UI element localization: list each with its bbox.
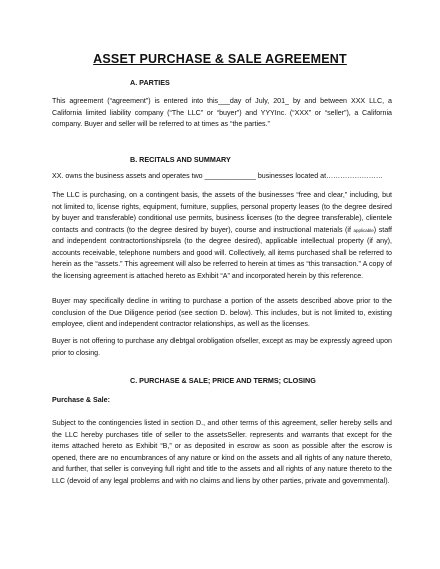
- section-b-heading: B. RECITALS AND SUMMARY: [130, 155, 231, 164]
- section-c-heading: C. PURCHASE & SALE; PRICE AND TERMS; CLOSING: [130, 376, 316, 385]
- section-b-paragraph-3: Buyer may specifically decline in writing to purchase a portion of the assets described above prior to the conclusion of the Due Diligence period (see section D. below). This includes, but is not limited to, existing employee, client and independent contractor relationships, as well as the licenses.: [52, 297, 392, 328]
- section-b-paragraph-2: [52, 190, 392, 282]
- section-a-heading: A. PARTIES: [130, 78, 170, 87]
- section-b-paragraph-4: Buyer is not offering to purchase any dlebtgal orobligation ofseller, except as may be expressly agreed upon prior to closing.: [52, 337, 392, 357]
- document-title: ASSET PURCHASE & SALE AGREEMENT: [93, 52, 347, 66]
- section-b-paragraph-2-part-2: ) staff and independent contractortionshipsrela (to the degree desired), applicable intellectual property (if any), accounts receivable, telephone numbers and good will. Collectively, all items purchased shall be referred to herein as the “assets.” This agreement will also be referred to herein at times as “this transaction.” A copy of the licensing agreement is attached hereto as Exhibit “A” and incorporated herein by this reference.: [52, 225, 392, 280]
- applicable-note: applicable: [353, 227, 374, 233]
- section-a-paragraph: This agreement (“agreement”) is entered into this___day of July, 201_ by and between XXX LLC, a California limited liability company (“The LLC” or “buyer”) and YYYInc. (“XXX” or “seller”), a California company. Buyer and seller will be referred to at times as “the parties.”: [52, 97, 392, 128]
- purchase-sale-label: Purchase & Sale:: [52, 396, 110, 404]
- section-b-paragraph-1: XX. owns the business assets and operates two _____________ businesses located at……………………: [52, 172, 383, 180]
- section-c-paragraph: Subject to the contingencies listed in section D., and other terms of this agreement, seller hereby sells and the LLC hereby purchases title of seller to the assetsSeller. represents and warrants that except for the items attached hereto as Exhibit “B,” or as deposited in escrow as soon as possible after the escrow is opened, there are no encumbrances of any nature or kind on the assets and all rights of any nature thereto, and further, that seller is conveying full right and title to the assets and all rights of any nature thereto to the LLC (devoid of any legal problems and with no claims and liens by other parties, private and governmental).: [52, 419, 392, 485]
- section-b-paragraph-2-part-1: The LLC is purchasing, on a contingent basis, the assets of the businesses “free and clear,” including, but not limited to, license rights, equipment, furniture, supplies, personal property leases (to the degree desired by buyer and transferable) conditional use permits, business licenses (to the degree transferable), clientele contacts and contracts (to the degree desired by buyer), course and instructional materials (if: [52, 191, 392, 234]
